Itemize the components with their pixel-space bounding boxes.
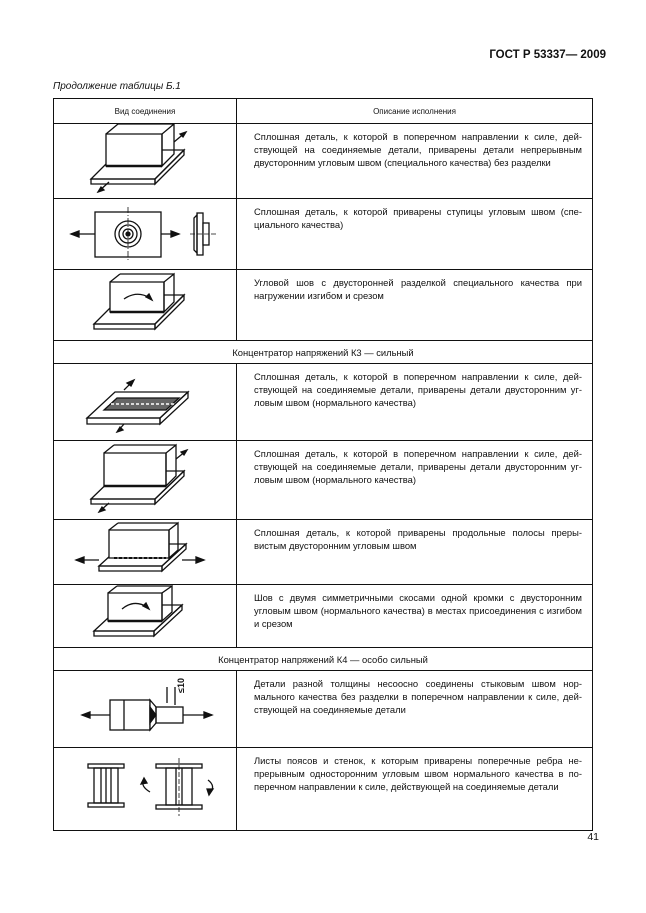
table-continuation-caption: Продолжение таблицы Б.1 — [53, 81, 181, 92]
description-cell: Сплошная деталь, к которой приварены ступицы угловым швом (специального качества) — [237, 199, 593, 270]
hub-joint-drawing — [54, 199, 236, 269]
section-heading-k3: Концентратор напряжений К3 — сильный — [54, 341, 593, 364]
butt-joint-offset-drawing — [54, 671, 236, 747]
description-cell: Сплошная деталь, к которой в поперечном направлении к силе, действующей на соединяемые детали, приварены детали двусторонним угловым швом (нормального качества) — [237, 364, 593, 441]
table-row — [54, 270, 593, 341]
section-row — [54, 341, 593, 364]
joint-drawing-cell — [54, 270, 237, 341]
t-joint-drawing — [54, 124, 236, 198]
table-row — [54, 124, 593, 199]
joint-drawing-cell — [54, 585, 237, 648]
table-row — [54, 364, 593, 441]
description-cell: Листы поясов и стенок, к которым приварены поперечные ребра непрерывным односторонним угловым швом нормального качества в поперечном направлении к силе, действующей на соединяемые детали — [237, 748, 593, 831]
longitudinal-strip-joint-drawing — [54, 520, 236, 584]
joint-drawing-cell — [54, 520, 237, 585]
joint-drawing-cell — [54, 364, 237, 441]
girder-rib-joint-drawing — [54, 748, 236, 830]
bend-shear-joint-drawing — [54, 270, 236, 340]
description-cell: Сплошная деталь, к которой в поперечном направлении к силе, действующей на соединяемые детали, приварены детали непрерывным двусторонним угловым швом (специального качества) без разделки — [237, 124, 593, 199]
table-row — [54, 748, 593, 831]
bevel-joint-drawing — [54, 585, 236, 647]
table-row — [54, 199, 593, 270]
table-row — [54, 441, 593, 520]
description-cell: Детали разной толщины несоосно соединены стыковым швом нормального качества без разделки в поперечном направлении к силе, действующей на соединяемые детали — [237, 671, 593, 748]
table-row — [54, 520, 593, 585]
col-header-joint-type: Вид соединения — [54, 99, 237, 124]
joint-drawing-cell — [54, 199, 237, 270]
description-cell: Сплошная деталь, к которой в поперечном направлении к силе, действующей на соединяемые детали, приварены детали двусторонним угловым швом (нормального качества) — [237, 441, 593, 520]
description-cell: Шов с двумя симметричными скосами одной кромки с двусторонним угловым швом (нормального качества) в местах присоединения с изгибом и срезом — [237, 585, 593, 648]
joint-drawing-cell — [54, 748, 237, 831]
table-header-row — [54, 99, 593, 124]
table-row — [54, 585, 593, 648]
col-header-description: Описание исполнения — [237, 99, 593, 124]
joint-drawing-cell — [54, 441, 237, 520]
thickness-dimension-label: ≤10 — [176, 678, 186, 693]
t-joint-normal-drawing — [54, 441, 236, 519]
document-id: ГОСТ Р 53337— 2009 — [489, 49, 606, 61]
description-cell: Сплошная деталь, к которой приварены продольные полосы прерывистым двусторонним угловым швом — [237, 520, 593, 585]
table-row — [54, 671, 593, 748]
joint-types-table — [53, 98, 593, 831]
section-heading-k4: Концентратор напряжений К4 — особо сильный — [54, 648, 593, 671]
joint-drawing-cell — [54, 124, 237, 199]
description-cell: Угловой шов с двусторонней разделкой специального качества при нагружении изгибом и срезом — [237, 270, 593, 341]
page-number: 41 — [587, 831, 599, 843]
joint-drawing-cell — [54, 671, 237, 748]
plate-strip-joint-drawing — [54, 364, 236, 440]
section-row — [54, 648, 593, 671]
